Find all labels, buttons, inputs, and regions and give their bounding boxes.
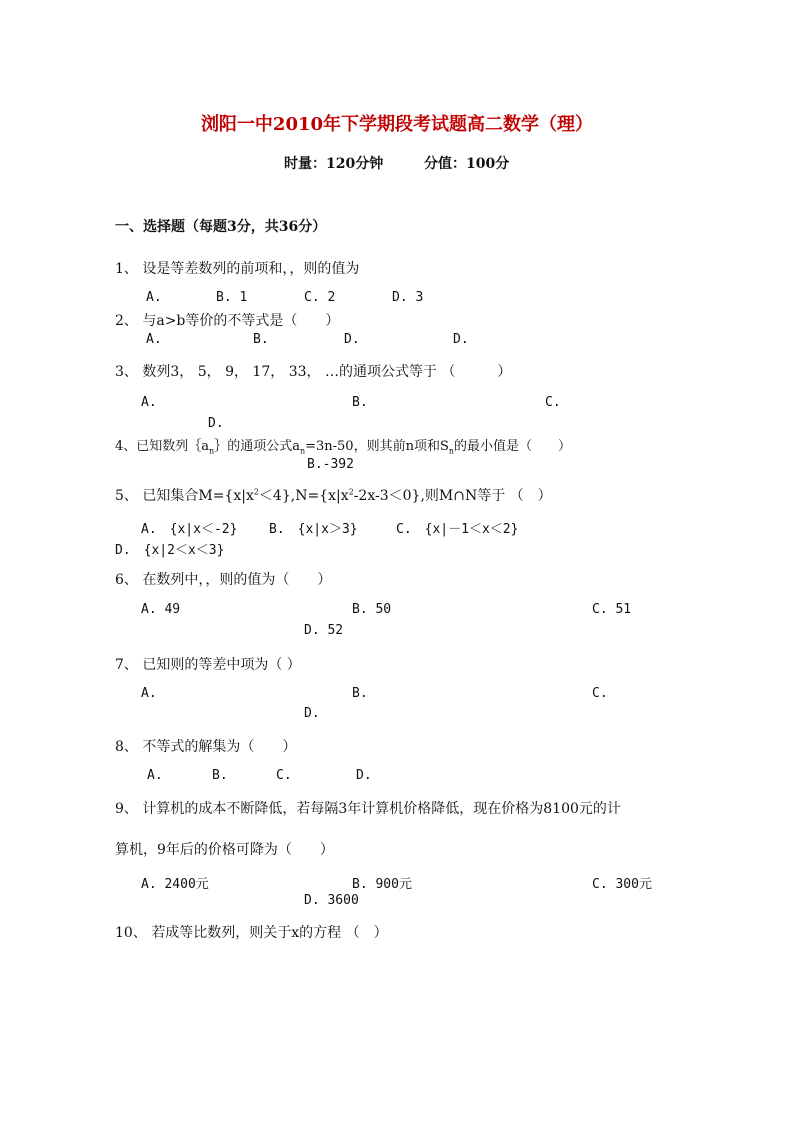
question-7: 7、 已知则的等差中项为（ ） [115,657,301,673]
question-8: 8、 不等式的解集为（ ） [115,739,297,755]
q7-option-d: D. [304,706,320,721]
question-1: 1、 设是等差数列的前项和，，则的值为 [115,261,360,277]
q5-option-b: B. {x|x＞3} [269,522,358,537]
q9-option-c: C. 300元 [592,877,652,892]
q7-option-b: B. [352,686,368,701]
q6-option-c: C. 51 [592,602,632,617]
q9-option-b: B. 900元 [352,877,412,892]
q6-option-d: D. 52 [304,623,344,638]
q7-option-a: A. [141,686,157,701]
q2-option-c: D. [344,332,360,347]
q5-option-d: D. {x|2＜x＜3} [115,543,225,558]
time-limit: 时量：120分钟 [284,156,384,172]
q3-option-c: C. [545,395,561,410]
total-score: 分值：100分 [424,156,510,172]
section-heading: 一、选择题（每题3分，共36分） [115,219,327,235]
q9-option-d: D. 3600 [304,893,359,908]
q3-option-a: A. [141,395,157,410]
question-9-line-2: 算机，9年后的价格可降为（ ） [115,842,334,858]
q1-option-c: C. 2 [304,290,336,305]
q2-option-b: B. [253,332,269,347]
q1-option-a: A. [146,290,162,305]
question-6: 6、 在数列中，，则的值为（ ） [115,572,332,588]
question-3: 3、 数列3， 5， 9， 17， 33， …的通项公式等于 （ ） [115,364,512,380]
q8-option-a: A. [147,768,163,783]
q7-option-c: C. [592,686,608,701]
q1-option-d: D. 3 [392,290,424,305]
question-5: 5、 已知集合$M=\{x|x^2<4\},N=\{x|x^2-2x-3<0\}$,则M∩N等于 （ ） [115,487,552,504]
q5-option-a: A. {x|x＜-2} [141,522,238,537]
q2-option-a: A. [146,332,162,347]
q8-option-b: B. [212,768,228,783]
q2-option-d: D. [453,332,469,347]
q6-option-b: B. 50 [352,602,392,617]
q8-option-d: D. [356,768,372,783]
q3-option-b: B. [352,395,368,410]
question-9-line-1: 9、 计算机的成本不断降低，若每隔3年计算机价格降低，现在价格为8100元的计 [115,801,621,817]
q9-option-a: A. 2400元 [141,877,209,892]
question-4: 4、已知数列$\{a_n\}$的通项公式$a_n=3n-50$，则其前n项和$S_n$的最小值是（ ） [115,439,572,456]
q1-option-b: B. 1 [216,290,248,305]
q6-option-a: A. 49 [141,602,181,617]
question-10: 10、 若成等比数列，则关于x的方程 （ ） [115,925,388,941]
q3-option-d: D. [208,416,224,431]
q5-option-c: C. {x|－1＜x＜2} [396,522,519,537]
page-title: 浏阳一中2010年下学期段考试题高二数学（理） [200,114,594,135]
q8-option-c: C. [276,768,292,783]
question-2: 2、 与a>b等价的不等式是（ ） [115,313,340,329]
q4-option-b: B.-392 [307,457,354,472]
